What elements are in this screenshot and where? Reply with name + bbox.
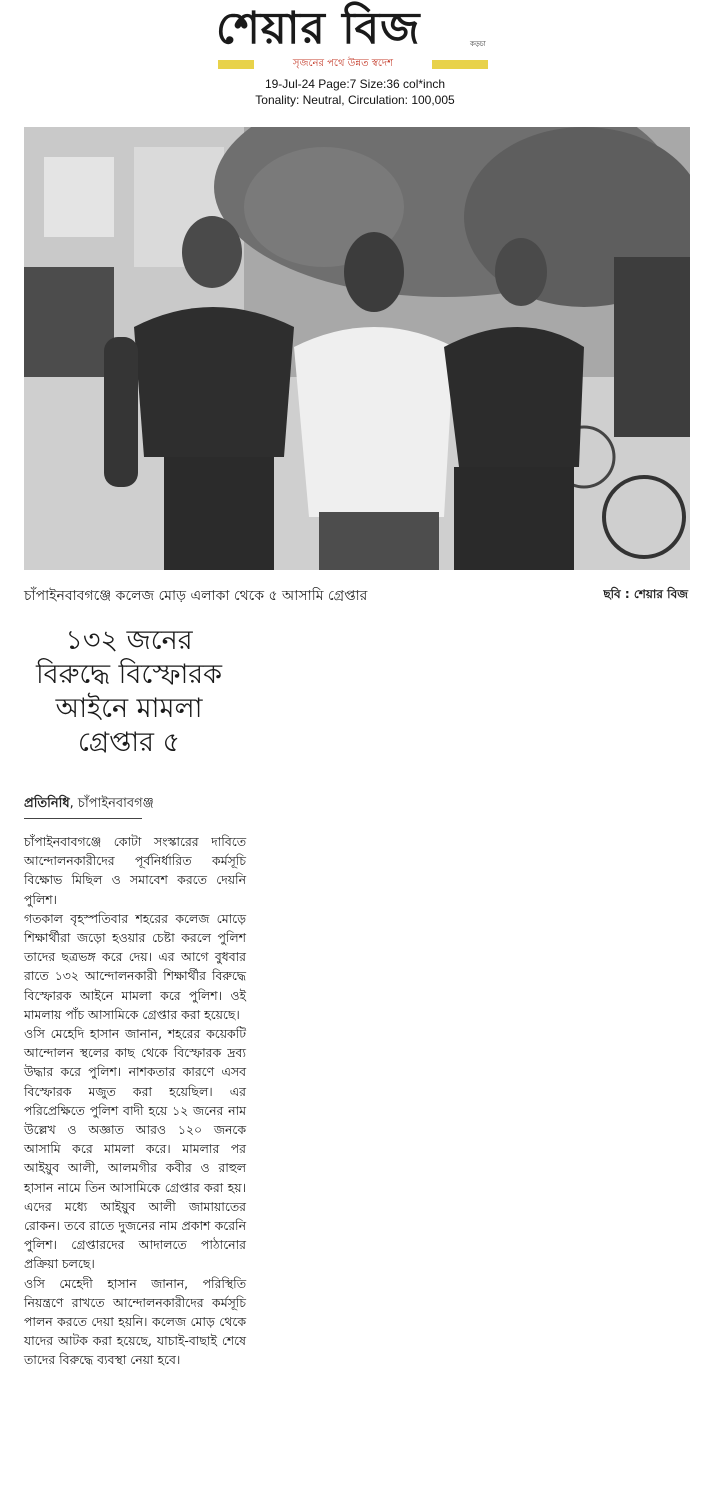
photo-credit: ছবি : শেয়ার বিজ [603,587,688,601]
clipping-meta-date: 19-Jul-24 Page:7 Size:36 col*inch [264,77,446,91]
newspaper-logo: শেয়ার বিজ [216,3,421,54]
tagline: সৃজনের পথে উন্নত স্বদেশ [292,58,394,69]
headline-line: বিরুদ্ধে বিস্ফোরক [35,659,223,690]
article-headline [22,624,236,760]
headline-line: আইনে মামলা [55,693,203,724]
article-paragraph: গতকাল বৃহস্পতিবার শহরের কলেজ মোড়ে শিক্ষার্থীরা জড়ো হওয়ার চেষ্টা করলে পুলিশ তাদের ছত্রভঙ্গ করে দেয়। এর আগে বুধবার রাতে ১৩২ আন্দোলনকারী শিক্ষার্থীর বিরুদ্ধে বিস্ফোরক আইনে মামলা করে পুলিশ। ওই মামলায় পাঁচ আসামিকে গ্রেপ্তার করা হয়েছে। [24,910,246,1022]
accent-bar-left [218,60,254,69]
byline-author: প্রতিনিধি [24,796,70,811]
article-byline [24,794,154,815]
accent-bar-right [432,60,488,69]
news-photo [24,127,690,570]
headline-line: গ্রেপ্তার ৫ [77,727,181,758]
logo-subtext: কড়চা [470,40,486,48]
article-paragraph: ওসি মেহেদি হাসান জানান, শহরের কয়েকটি আন্দোলন স্থলের কাছ থেকে বিস্ফোরক দ্রব্য উদ্ধার করে পুলিশ। নাশকতার কারণে এসব বিস্ফোরক মজুত করা হয়েছিল। এর পরিপ্রেক্ষিতে পুলিশ বাদী হয়ে ১২ জনের নাম উল্লেখ ও অজ্ঞাত আরও ১২০ জনকে আসামি করে মামলা করে। মামলার পর আইয়ুব আলী, আলমগীর কবীর ও রাহুল হাসান নামে তিন আসামিকে গ্রেপ্তার করা হয়। এদের মধ্যে আইয়ুব আলী জামায়াতের রোকন। তবে রাতে দুজনের নাম প্রকাশ করেনি পুলিশ। গ্রেপ্তারদের আদালতে পাঠানোর প্রক্রিয়া চলছে। [24,1026,246,1272]
article-paragraph: ওসি মেহেদী হাসান জানান, পরিস্থিতি নিয়ন্ত্রণে রাখতে আন্দোলনকারীদের কর্মসূচি পালন করতে দেয়া হয়নি। কলেজ মোড় থেকে যাদের আটক করা হয়েছে, যাচাই-বাছাই শেষে তাদের বিরুদ্ধে ব্যবস্থা নেয়া হবে। [24,1275,246,1368]
headline-line: ১৩২ জনের [65,625,193,656]
byline-divider [24,818,142,819]
article-paragraph: চাঁপাইনবাবগঞ্জে কোটা সংস্কারের দাবিতে আন্দোলনকারীদের পূর্বনির্ধারিত কর্মসূচি বিক্ষোভ মিছিল ও সমাবেশ করতে দেয়নি পুলিশ। [24,834,246,907]
masthead [0,0,706,115]
clipping-meta-circulation: Tonality: Neutral, Circulation: 100,005 [255,93,455,107]
byline-location: , চাঁপাইনবাবগঞ্জ [69,796,154,811]
article-body [24,832,246,1370]
news-photo-illustration [24,127,690,570]
photo-caption: চাঁপাইনবাবগঞ্জে কলেজ মোড় এলাকা থেকে ৫ আসামি গ্রেপ্তার [24,588,368,604]
